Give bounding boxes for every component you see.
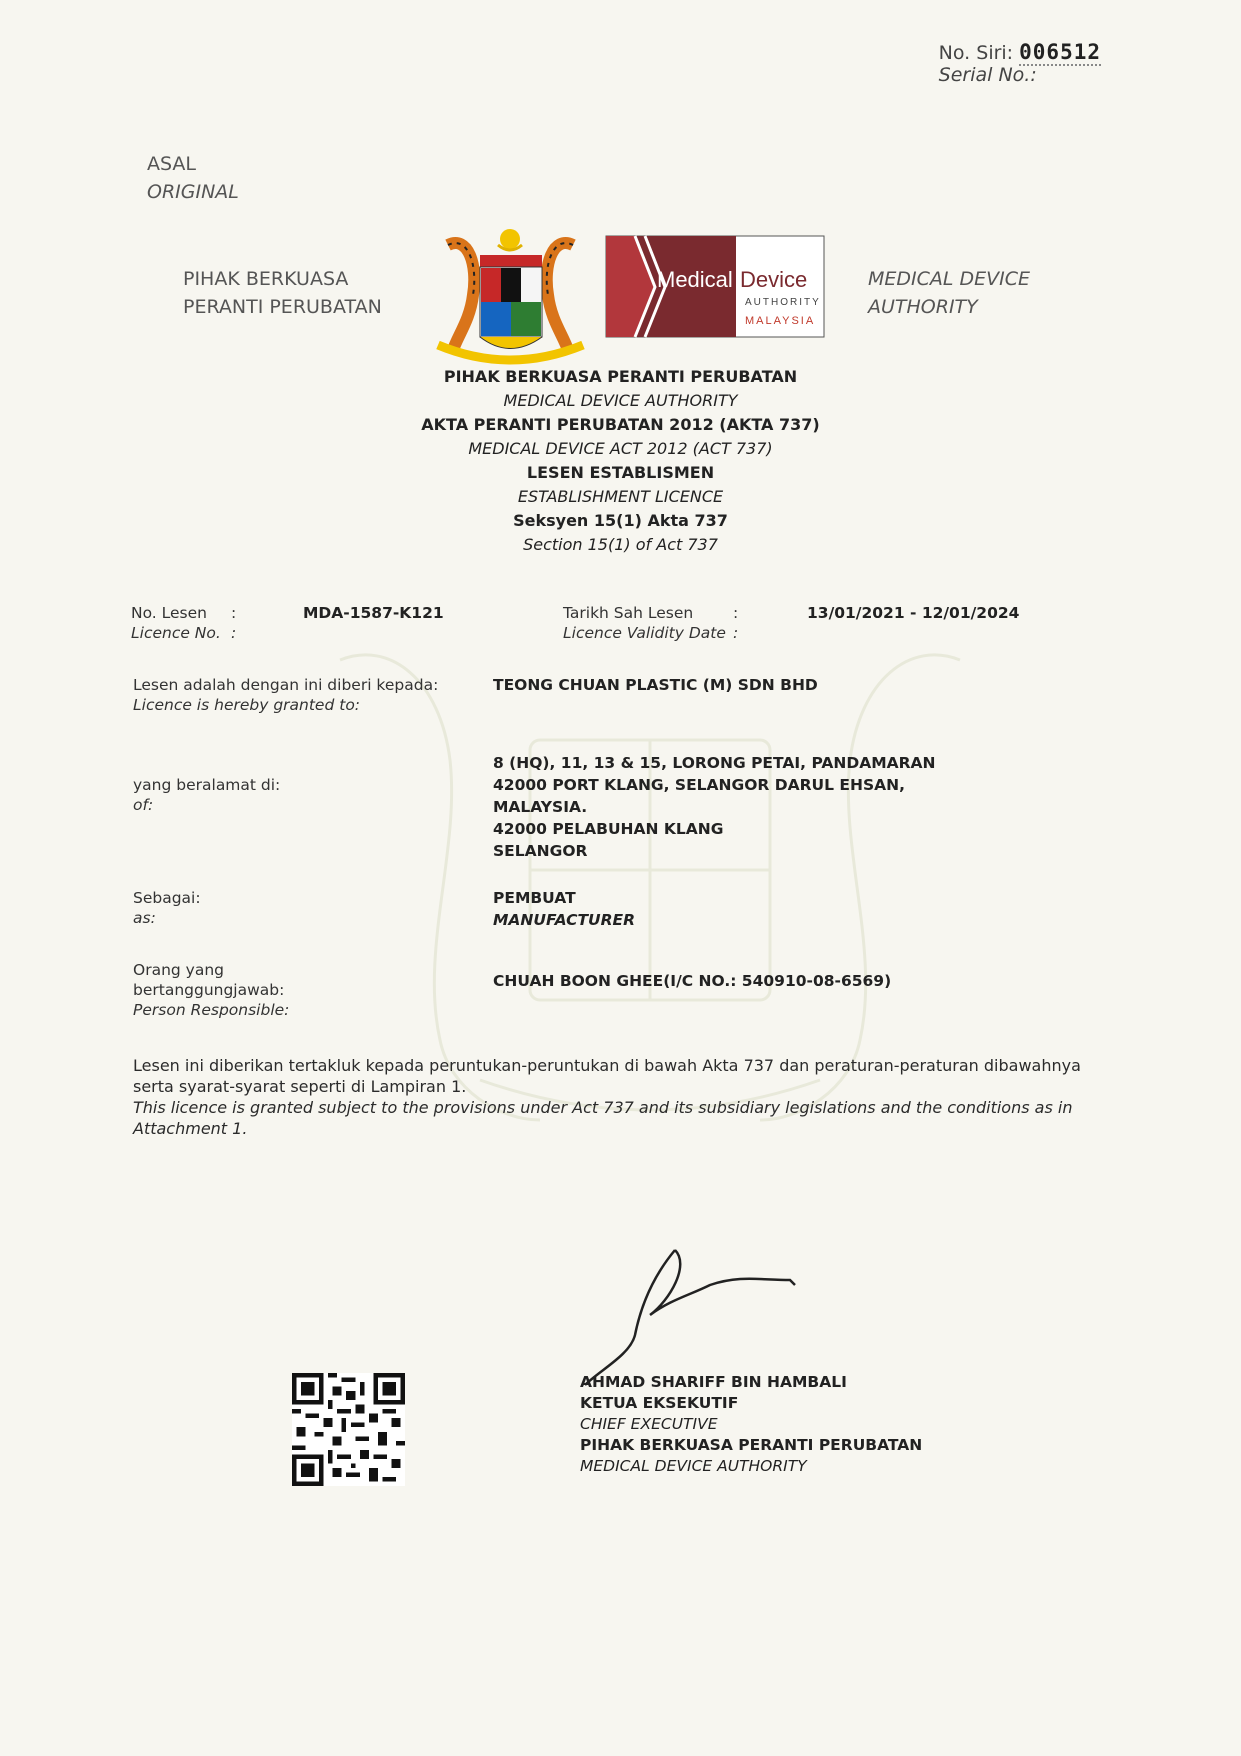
- header-left-line2: PERANTI PERUBATAN: [183, 296, 382, 318]
- address-line: 8 (HQ), 11, 13 & 15, LORONG PETAI, PANDAMARAN: [493, 754, 936, 772]
- header-right-line1: MEDICAL DEVICE: [868, 268, 1031, 290]
- licence-no-label-en: Licence No.: [131, 624, 221, 642]
- header-right-line2: AUTHORITY: [868, 296, 978, 318]
- licence-no-label-ms: No. Lesen: [131, 604, 207, 622]
- conditions-ms: Lesen ini diberikan tertakluk kepada peruntukan-peruntukan di bawah Akta 737 dan peraturan-peraturan dibawahnya serta syarat-syarat seperti di Lampiran 1.: [133, 1056, 1081, 1096]
- address-label-en: of:: [133, 796, 154, 814]
- person-label-ms2: bertanggungjawab:: [133, 981, 285, 999]
- person-label-en: Person Responsible:: [133, 1001, 290, 1019]
- serial-label-en: Serial No.:: [938, 64, 1037, 86]
- mda-logo: [605, 235, 825, 338]
- qr-code: [292, 1373, 405, 1486]
- signature: [580, 1240, 810, 1390]
- validity-label: Tarikh Sah Lesen : Licence Validity Date :: [563, 604, 739, 642]
- role-value-ms: PEMBUAT: [493, 889, 576, 907]
- licence-no-label: No. Lesen : Licence No. :: [131, 604, 237, 642]
- copy-type-ms: ASAL: [147, 153, 196, 175]
- section-ms: Seksyen 15(1) Akta 737: [513, 511, 728, 530]
- serial-number-block: [939, 40, 1101, 86]
- licensee-name: TEONG CHUAN PLASTIC (M) SDN BHD: [493, 676, 818, 694]
- header-authority-en: [868, 265, 1030, 321]
- address-label-ms: yang beralamat di:: [133, 776, 281, 794]
- role-label-en: as:: [133, 909, 156, 927]
- person-label: [133, 960, 289, 1020]
- authority-name-en: MEDICAL DEVICE AUTHORITY: [503, 391, 738, 410]
- validity-label-ms: Tarikh Sah Lesen: [563, 604, 694, 622]
- person-label-ms1: Orang yang: [133, 961, 224, 979]
- mda-logo-word2: Device: [740, 267, 808, 292]
- serial-label-ms: No. Siri:: [938, 42, 1014, 64]
- header-left-line1: PIHAK BERKUASA: [183, 268, 349, 290]
- copy-type: [147, 150, 239, 206]
- mda-logo-word1: Medical: [657, 267, 733, 292]
- copy-type-en: ORIGINAL: [147, 181, 239, 203]
- header-authority-ms: [183, 265, 382, 321]
- address-line: 42000 PORT KLANG, SELANGOR DARUL EHSAN,: [493, 776, 905, 794]
- act-name-ms: AKTA PERANTI PERUBATAN 2012 (AKTA 737): [421, 415, 820, 434]
- signatory-title-ms: KETUA EKSEKUTIF: [580, 1394, 739, 1412]
- signatory-name: AHMAD SHARIFF BIN HAMBALI: [580, 1373, 847, 1391]
- act-name-en: MEDICAL DEVICE ACT 2012 (ACT 737): [468, 439, 773, 458]
- role-value: [493, 887, 635, 931]
- address-label: [133, 775, 280, 815]
- coat-of-arms-logo: [418, 225, 603, 370]
- authority-name-ms: PIHAK BERKUASA PERANTI PERUBATAN: [443, 367, 798, 386]
- licence-type-en: ESTABLISHMENT LICENCE: [517, 487, 724, 506]
- conditions-en: This licence is granted subject to the provisions under Act 737 and its subsidiary legislations and the conditions as in Attachment 1.: [133, 1098, 1073, 1138]
- validity-label-en: Licence Validity Date: [563, 624, 726, 642]
- address-line: MALAYSIA.: [493, 798, 588, 816]
- signatory-title-en: CHIEF EXECUTIVE: [580, 1415, 718, 1433]
- signatory-org-en: MEDICAL DEVICE AUTHORITY: [580, 1457, 807, 1475]
- address-value: [493, 752, 936, 862]
- role-label-ms: Sebagai:: [133, 889, 201, 907]
- mda-logo-word4: MALAYSIA: [745, 315, 816, 327]
- address-line: 42000 PELABUHAN KLANG: [493, 820, 724, 838]
- granted-to-label: [133, 675, 438, 715]
- role-value-en: MANUFACTURER: [493, 911, 636, 929]
- licence-type-ms: LESEN ESTABLISMEN: [526, 463, 715, 482]
- person-value: CHUAH BOON GHEE(I/C NO.: 540910-08-6569): [493, 972, 892, 990]
- address-line: SELANGOR: [493, 842, 588, 860]
- licence-no-value: MDA-1587-K121: [303, 604, 444, 622]
- granted-to-label-en: Licence is hereby granted to:: [133, 696, 361, 714]
- licence-title-block: [0, 365, 1241, 557]
- section-en: Section 15(1) of Act 737: [523, 535, 718, 554]
- mda-logo-word3: AUTHORITY: [745, 297, 821, 308]
- role-label: [133, 888, 201, 928]
- conditions-paragraph: [133, 1055, 1093, 1139]
- signatory-org-ms: PIHAK BERKUASA PERANTI PERUBATAN: [580, 1436, 923, 1454]
- signatory-block: [580, 1372, 922, 1477]
- granted-to-label-ms: Lesen adalah dengan ini diberi kepada:: [133, 676, 439, 694]
- serial-number: 006512: [1019, 40, 1101, 64]
- validity-value: 13/01/2021 - 12/01/2024: [807, 604, 1020, 622]
